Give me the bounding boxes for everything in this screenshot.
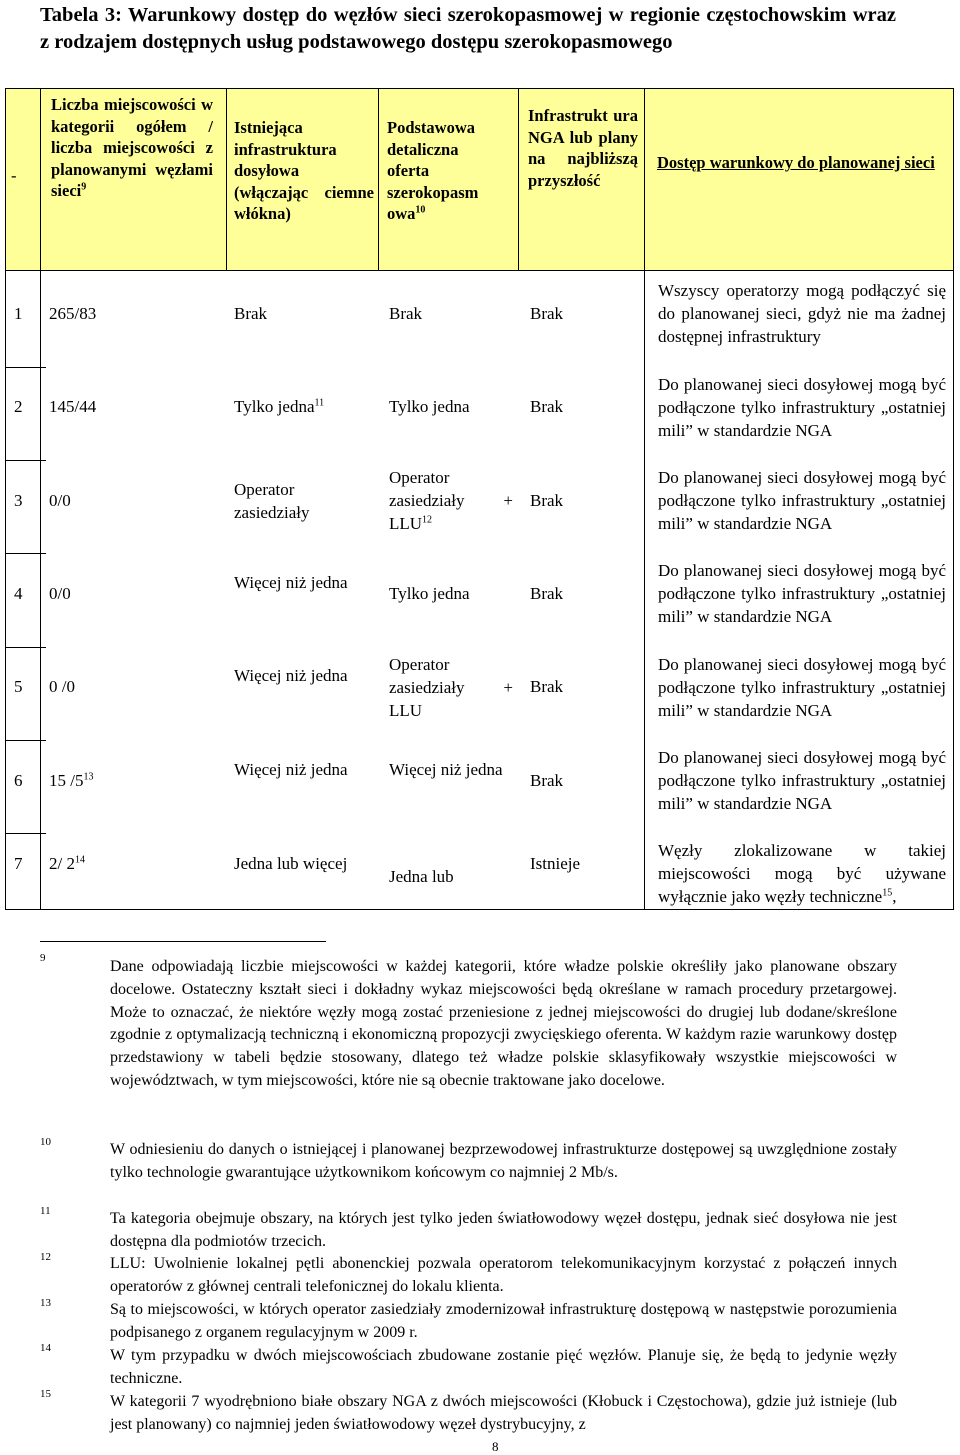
header-col-index: - bbox=[11, 166, 17, 185]
row-3-infrastructure: Operator zasiedziały bbox=[234, 480, 310, 522]
row-1-count: 265/83 bbox=[49, 304, 97, 323]
header-col-offer: Podstawowa detaliczna oferta szerokopasm owa$^{10}$ bbox=[387, 118, 479, 223]
table-title: Tabela 3: Warunkowy dostęp do węzłów sieci szerokopasmowej w regionie częstochowskim wraz z rodzajem dostępnych usług podstawowego dostępu szerokopasmowego bbox=[40, 4, 896, 53]
row-7-nga: Istnieje bbox=[530, 854, 581, 873]
row-3-num: 3 bbox=[14, 491, 23, 510]
row-4-nga: Brak bbox=[530, 584, 564, 603]
row-2-nga: Brak bbox=[530, 397, 564, 416]
header-col-infrastructure: Istniejąca infrastruktura dosyłowa (włączając ciemne włókna) bbox=[234, 118, 374, 223]
row-5-count: 0 /0 bbox=[49, 677, 75, 696]
row-7-offer: Jedna lub bbox=[389, 867, 454, 886]
row-6-infrastructure: Więcej niż jedna bbox=[234, 760, 348, 779]
footnote-14-text: W tym przypadku w dwóch miejscowościach zbudowane zostanie pięć węzłów. Planuje się, że będą to jedynie węzły techniczne. bbox=[110, 1347, 897, 1387]
row-4-access: Do planowanej sieci dosyłowej mogą być podłączone tylko infrastruktury „ostatniej mili” w standardzie NGA bbox=[658, 561, 946, 626]
row-1-offer: Brak bbox=[389, 304, 423, 323]
footnote-12-number: 12 bbox=[40, 1251, 51, 1263]
row-6-nga: Brak bbox=[530, 771, 564, 790]
header-col-count: Liczba miejscowości w kategorii ogółem / liczba miejscowości z planowanymi węzłami sieci$^9$ bbox=[51, 95, 213, 200]
row-6-offer: Więcej niż jedna bbox=[389, 760, 503, 779]
row-1-num: 1 bbox=[14, 304, 23, 323]
footnote-14-number: 14 bbox=[40, 1342, 51, 1354]
row-5-infrastructure: Więcej niż jedna bbox=[234, 666, 348, 685]
footnote-11-text: Ta kategoria obejmuje obszary, na których jest tylko jeden światłowodowy węzeł dostępu, jednak sieć dosyłowa nie jest dostępna dla podmiotów trzecich. bbox=[110, 1210, 897, 1250]
row-2-offer: Tylko jedna bbox=[389, 397, 470, 416]
header-col-nga: Infrastrukt ura NGA lub plany na najbliższą przyszłość bbox=[528, 106, 638, 190]
row-1-nga: Brak bbox=[530, 304, 564, 323]
row-2-num: 2 bbox=[14, 397, 23, 416]
row-2-infrastructure: Tylko jedna$^{11}$ bbox=[234, 397, 325, 416]
row-3-offer: Operator zasiedziały + $LLU^{12}$ bbox=[389, 468, 513, 533]
row-2-count: 145/44 bbox=[49, 397, 97, 416]
row-3-nga: Brak bbox=[530, 491, 564, 510]
row-7-access: Węzły zlokalizowane w takiej miejscowości mogą być używane wyłącznie jako węzły techniczne$^{15}$, bbox=[658, 841, 946, 906]
access-table bbox=[5, 88, 954, 910]
row-3-access: Do planowanej sieci dosyłowej mogą być podłączone tylko infrastruktury „ostatniej mili” w standardzie NGA bbox=[658, 468, 946, 533]
row-1-access: Wszyscy operatorzy mogą podłączyć się do planowanej sieci, gdyż nie ma żadnej dostępnej infrastruktury bbox=[658, 281, 946, 346]
row-5-offer: Operator zasiedziały + LLU bbox=[389, 655, 513, 720]
footnote-9-number: 9 bbox=[40, 952, 46, 964]
row-7-num: 7 bbox=[14, 854, 23, 873]
footnote-10-number: 10 bbox=[40, 1136, 51, 1148]
row-4-num: 4 bbox=[14, 584, 23, 603]
footnote-13-text: Są to miejscowości, w których operator zasiedziały zmodernizował infrastrukturę dostępową w następstwie porozumienia podpisanego z organem regulacyjnym w 2009 r. bbox=[110, 1301, 897, 1341]
row-4-count: 0/0 bbox=[49, 584, 71, 603]
row-7-infrastructure: Jedna lub więcej bbox=[234, 854, 348, 873]
row-5-access: Do planowanej sieci dosyłowej mogą być podłączone tylko infrastruktury „ostatniej mili” w standardzie NGA bbox=[658, 655, 946, 720]
footnote-9-text: Dane odpowiadają liczbie miejscowości w każdej kategorii, które władze polskie określiły jako planowane obszary docelowe. Ostateczny kształt sieci i dokładny wykaz miejscowości będą określane w ramach procedury przetargowej. Może to oznaczać, że niektóre węzły mogą zostać przeniesione z jednej miejscowości do drugiej lub dodane/skreślone zgodnie z optymalizacją techniczną i ekonomiczną propozycji zwycięskiego oferenta. W każdym razie warunkowy dostęp przedstawiony w tabeli będzie stosowany, dlatego też władze polskie sklasyfikowały wszystkie miejscowości w województwach, w tym miejscowości, które nie są obecnie traktowane jako docelowe. bbox=[110, 958, 897, 1089]
row-4-offer: Tylko jedna bbox=[389, 584, 470, 603]
row-2-access: Do planowanej sieci dosyłowej mogą być podłączone tylko infrastruktury „ostatniej mili” w standardzie NGA bbox=[658, 375, 946, 440]
footnote-13-number: 13 bbox=[40, 1297, 51, 1309]
row-6-count: 15 $/5^{13}$ bbox=[49, 771, 94, 790]
header-col-access: Dostęp warunkowy do planowanej sieci bbox=[657, 153, 935, 172]
footnote-15-text: W kategorii 7 wyodrębniono białe obszary NGA z dwóch miejscowości (Kłobuck i Częstochowa), gdzie już istnieje (lub jest planowany) co najmniej jeden światłowodowy węzeł dystrybucyjny, z bbox=[110, 1393, 897, 1433]
row-6-access: Do planowanej sieci dosyłowej mogą być podłączone tylko infrastruktury „ostatniej mili” w standardzie NGA bbox=[658, 748, 946, 813]
footnote-separator bbox=[40, 941, 326, 942]
row-5-num: 5 bbox=[14, 677, 23, 696]
row-4-infrastructure: Więcej niż jedna bbox=[234, 573, 348, 592]
footnote-15-number: 15 bbox=[40, 1388, 51, 1400]
row-3-count: 0/0 bbox=[49, 491, 71, 510]
footnote-12-text: LLU: Uwolnienie lokalnej pętli abonenckiej pozwala operatorom telekomunikacyjnym korzystać z połączeń innych operatorów z głównej centrali telefonicznej do lokalu klienta. bbox=[110, 1255, 897, 1295]
footnote-11-number: 11 bbox=[40, 1205, 51, 1217]
row-7-count: 2/ $2^{14}$ bbox=[49, 854, 85, 873]
page-number: 8 bbox=[492, 1439, 499, 1454]
footnote-10-text: W odniesieniu do danych o istniejącej i planowanej bezprzewodowej infrastrukturze dostępowej są uwzględnione zostały tylko technologie gwarantujące użytkownikom końcowym co najmniej 2 Mb/s. bbox=[110, 1141, 897, 1181]
row-1-infrastructure: Brak bbox=[234, 304, 268, 323]
row-5-nga: Brak bbox=[530, 677, 564, 696]
row-6-num: 6 bbox=[14, 771, 23, 790]
